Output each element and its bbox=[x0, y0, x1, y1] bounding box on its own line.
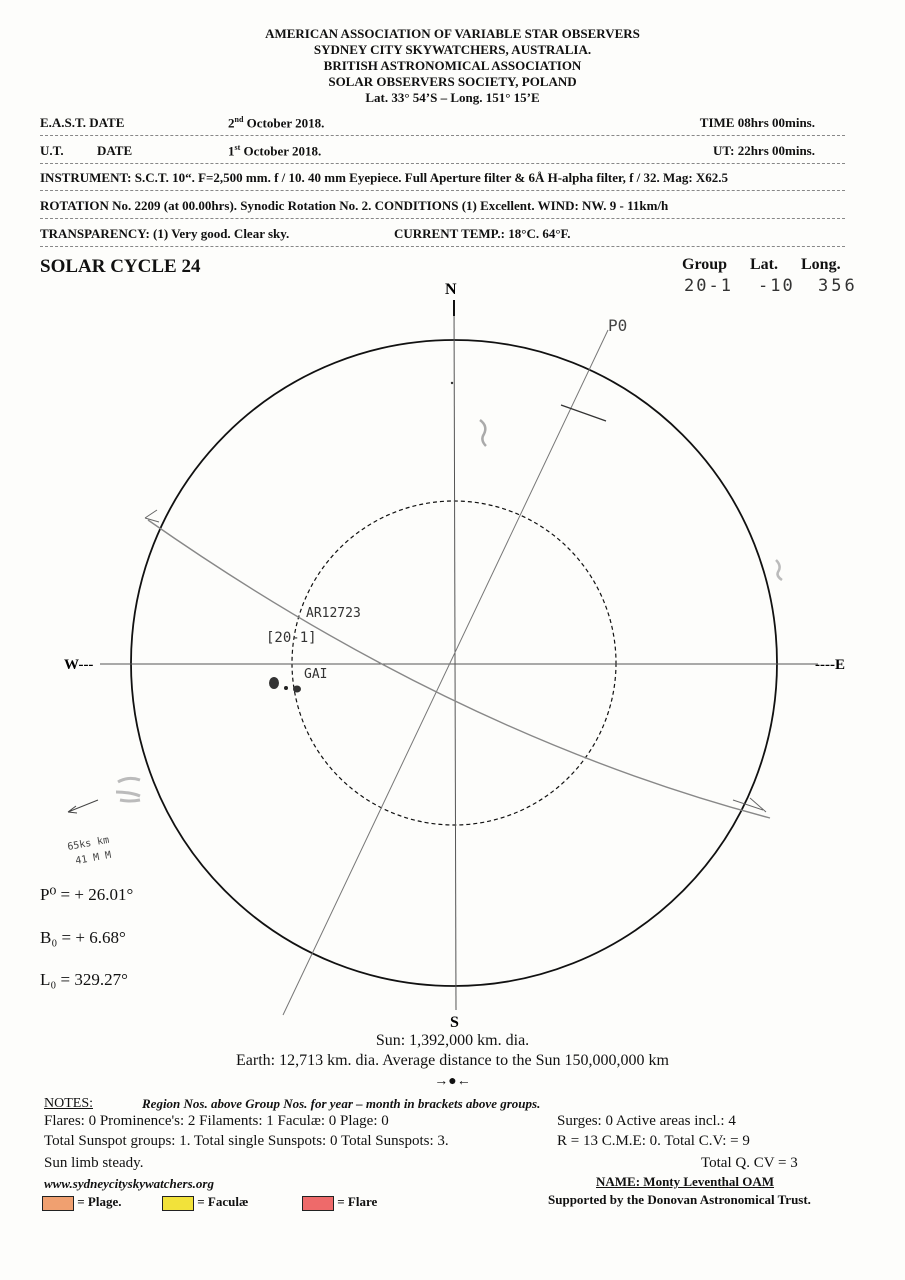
notes-line3-b: Total Q. CV = 3 bbox=[701, 1155, 798, 1171]
prominence-top bbox=[480, 420, 486, 446]
group-value: 20-1 bbox=[684, 276, 733, 296]
sun-diameter: Sun: 1,392,000 km. dia. bbox=[375, 1032, 530, 1049]
south-label: S bbox=[450, 1014, 459, 1031]
ut-date-label: DATE bbox=[97, 143, 133, 158]
notes-line2-a: Total Sunspot groups: 1. Total single Sunspots: 0 Total Sunspots: 3. bbox=[44, 1133, 449, 1149]
support-line: Supported by the Donovan Astronomical Trust. bbox=[548, 1192, 811, 1207]
rotation-axis bbox=[283, 330, 608, 1015]
long-value: 356 bbox=[818, 276, 858, 296]
group-number-label: [20-1] bbox=[266, 630, 317, 646]
b0-angle: B₀ = + 6.68° bbox=[40, 928, 126, 947]
notes-line1-b: Surges: 0 Active areas incl.: 4 bbox=[557, 1113, 736, 1129]
earth-distance: Earth: 12,713 km. dia. Average distance to the Sun 150,000,000 km bbox=[236, 1052, 669, 1069]
p0-angle: P⁰ = + 26.01° bbox=[40, 885, 134, 904]
ut-date: 1st October 2018. bbox=[228, 143, 322, 159]
observer-name: NAME: Monty Leventhal OAM bbox=[596, 1174, 775, 1189]
notes-line2-b: R = 13 C.M.E: 0. Total C.V: = 9 bbox=[557, 1133, 750, 1149]
long-header: Long. bbox=[801, 256, 841, 273]
sunspot-3 bbox=[293, 686, 301, 693]
west-label: W--- bbox=[64, 657, 94, 673]
notes-italic: Region Nos. above Group Nos. for year – month in brackets above groups. bbox=[142, 1096, 541, 1111]
legend-flare bbox=[302, 1194, 377, 1211]
rotation-axis-tick bbox=[561, 405, 606, 421]
sun-symbol: →●← bbox=[434, 1074, 471, 1089]
solar-cycle-title: SOLAR CYCLE 24 bbox=[40, 256, 201, 277]
instrument-line: INSTRUMENT: S.C.T. 10“. F=2,500 mm. f / 10. 40 mm Eyepiece. Full Aperture filter & 6Å H-alpha filter, f / 32. Mag: X62.5 bbox=[40, 170, 729, 185]
hand-note-1: 65ks km bbox=[66, 834, 111, 853]
east-label: ----E bbox=[815, 657, 845, 673]
hand-note-2: 41 M M bbox=[74, 849, 113, 867]
location: Lat. 33° 54’S – Long. 151° 15’E bbox=[365, 90, 540, 105]
temperature: CURRENT TEMP.: 18°C. 64°F. bbox=[394, 226, 571, 241]
plage-swatch bbox=[42, 1196, 74, 1211]
prominence-west bbox=[116, 778, 140, 801]
region-number-label: AR12723 bbox=[306, 606, 361, 621]
flare-swatch bbox=[302, 1196, 334, 1211]
lat-value: -10 bbox=[758, 276, 795, 296]
website-link[interactable]: www.sydneycityskywatchers.org bbox=[44, 1176, 214, 1191]
rotation-line: ROTATION No. 2209 (at 00.00hrs). Synodic Rotation No. 2. CONDITIONS (1) Excellent. WIND: NW. 9 - 11km/h bbox=[40, 198, 669, 213]
legend-faculae bbox=[162, 1194, 248, 1211]
flare-label: = Flare bbox=[337, 1194, 378, 1209]
notes-label: NOTES: bbox=[44, 1096, 93, 1111]
sunspot-1 bbox=[269, 677, 279, 689]
direction-arrow bbox=[68, 800, 98, 813]
faculae-swatch bbox=[162, 1196, 194, 1211]
transparency: TRANSPARENCY: (1) Very good. Clear sky. bbox=[40, 226, 290, 241]
east-date: 2nd October 2018. bbox=[228, 115, 325, 131]
ut-label: U.T. bbox=[40, 143, 64, 158]
track-start-mark bbox=[145, 510, 159, 522]
notes-line1-a: Flares: 0 Prominence's: 2 Filaments: 1 Faculæ: 0 Plage: 0 bbox=[44, 1113, 389, 1129]
east-label: E.A.S.T. DATE bbox=[40, 115, 125, 130]
north-label: N bbox=[445, 281, 457, 298]
east-time: TIME 08hrs 00mins. bbox=[699, 115, 815, 130]
org-aavso: AMERICAN ASSOCIATION OF VARIABLE STAR OBSERVERS bbox=[265, 26, 640, 41]
prominence-east bbox=[776, 560, 782, 580]
ut-time: UT: 22hrs 00mins. bbox=[713, 143, 815, 158]
faculae-label: = Faculæ bbox=[197, 1194, 249, 1209]
p0-handwritten: P0 bbox=[608, 316, 628, 335]
sunspot-track bbox=[148, 520, 770, 818]
org-poland: SOLAR OBSERVERS SOCIETY, POLAND bbox=[328, 74, 577, 89]
group-header: Group bbox=[682, 256, 728, 273]
legend-plage bbox=[42, 1194, 121, 1211]
sunspot-2 bbox=[284, 686, 288, 690]
inner-reference-circle bbox=[292, 501, 616, 825]
center-dot-north bbox=[451, 382, 453, 384]
notes-line3-a: Sun limb steady. bbox=[44, 1155, 144, 1171]
l0-angle: L₀ = 329.27° bbox=[40, 970, 128, 989]
org-sydney: SYDNEY CITY SKYWATCHERS, AUSTRALIA. bbox=[313, 42, 592, 57]
spot-type-label: GAI bbox=[304, 667, 328, 682]
plage-label: = Plage. bbox=[77, 1194, 122, 1209]
lat-header: Lat. bbox=[750, 256, 778, 273]
org-baa: BRITISH ASTRONOMICAL ASSOCIATION bbox=[323, 58, 582, 73]
